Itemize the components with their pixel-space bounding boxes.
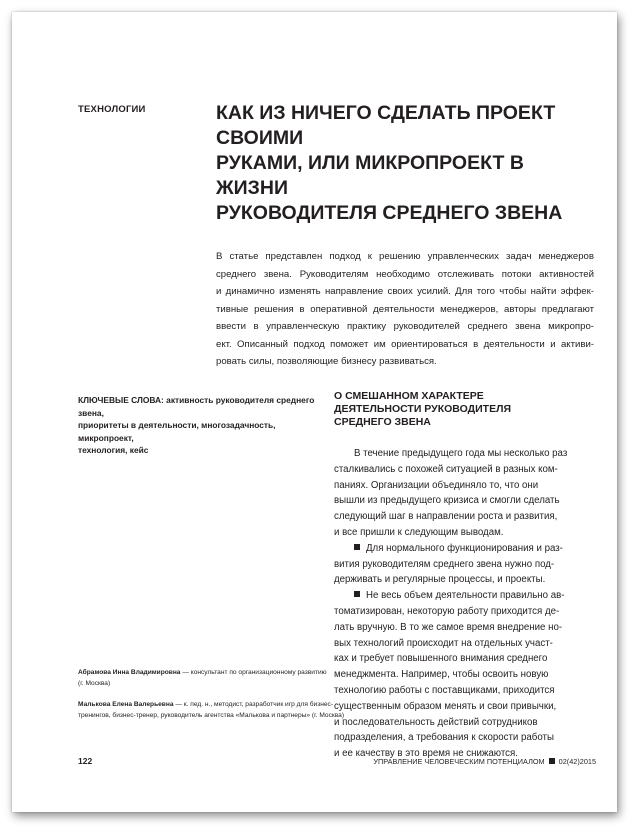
body-line: следующий шаг в направлении роста и развития, <box>334 511 558 523</box>
author-affiliation: — консультант по организационному развитию <box>180 669 327 676</box>
keywords-text: приоритеты в деятельности, многозадачность, микропроект, <box>78 420 276 443</box>
author-notes <box>78 668 345 732</box>
bullet-text: Для нормального функционирования и раз- <box>366 542 563 554</box>
abstract-line: тивные решения в оперативной деятельности менеджеров, авторы предлагают <box>216 303 594 315</box>
page-number: 122 <box>78 756 93 766</box>
abstract-line: и динамично изменять направление своих усилий. Для того чтобы найти эффек- <box>216 286 594 297</box>
keywords-label: КЛЮЧЕВЫЕ СЛОВА: <box>78 395 164 405</box>
abstract-line: ект. Описанный подход поможет им ориентироваться в деятельности и активи- <box>216 338 594 350</box>
body-line: сталкивались с похожей ситуацией в разных ком- <box>334 463 558 475</box>
abstract-line: среднего звена. Руководителям необходимо отслеживать потоки активностей <box>216 268 594 280</box>
article-abstract <box>216 248 594 371</box>
body-line: подразделения, а требования к скорости работы <box>334 732 554 744</box>
abstract-line: ровать силы, позволяющие бизнесу развиваться. <box>216 356 437 367</box>
title-line: КАК ИЗ НИЧЕГО СДЕЛАТЬ ПРОЕКТ СВОИМИ <box>216 102 556 149</box>
square-separator-icon <box>549 758 555 764</box>
journal-issue: 02(42)2015 <box>558 757 596 766</box>
bullet-line <box>334 541 596 557</box>
author-note <box>78 668 334 689</box>
heading-line: СРЕДНЕГО ЗВЕНА <box>334 416 431 428</box>
journal-page <box>12 12 617 812</box>
body-line: держивать и регулярные процессы, и проекты. <box>334 574 546 586</box>
heading-line: ДЕЯТЕЛЬНОСТИ РУКОВОДИТЕЛЯ <box>334 403 511 415</box>
square-bullet-icon <box>354 591 360 597</box>
body-line: существенным образом менять и свои привычки, <box>334 700 557 712</box>
body-line: технологию работы с поставщиками, приходится <box>334 684 555 696</box>
body-line: и последовательность действий сотрудников <box>334 716 538 728</box>
body-line: вития руководителям среднего звена нужно под- <box>334 558 555 570</box>
body-text <box>334 446 596 762</box>
journal-title: УПРАВЛЕНИЕ ЧЕЛОВЕЧЕСКИМ ПОТЕНЦИАЛОМ <box>373 757 545 766</box>
body-line: менеджмента. Например, чтобы освоить новую <box>334 669 549 681</box>
body-line: вышли из предыдущего кризиса и смогли сделать <box>334 495 560 507</box>
body-line: и все пришли к следующим выводам. <box>334 526 504 538</box>
section-heading <box>334 390 594 429</box>
journal-footer <box>373 757 596 766</box>
author-name: Малькова Елена Валерьевна <box>78 701 174 708</box>
keywords-text: технология, кейс <box>78 445 149 455</box>
body-line: паниях. Организации объединяло то, что они <box>334 479 539 491</box>
author-affiliation: (г. Москва) <box>78 679 111 687</box>
keywords-block <box>78 394 330 457</box>
abstract-line: ввести в управленческую практику руководителей среднего звена микропро- <box>216 321 594 332</box>
author-name: Абрамова Инна Владимировна <box>78 669 181 676</box>
keywords-text: активность руководителя среднего звена, <box>78 395 315 418</box>
body-line: В течение предыдущего года мы несколько раз <box>354 448 568 459</box>
title-line: РУКАМИ, ИЛИ МИКРОПРОЕКТ В ЖИЗНИ <box>216 152 524 199</box>
heading-line: О СМЕШАННОМ ХАРАКТЕРЕ <box>334 390 484 402</box>
bullet-line <box>334 588 596 604</box>
author-affiliation: тренингов, бизнес-тренер, руководитель агентства «Малькова и партнеры» (г. Москва) <box>78 711 345 719</box>
abstract-line: В статье представлен подход к решению управленческих задач менеджеров <box>216 251 594 262</box>
body-line: ках и требует повышенного внимания среднего <box>334 653 548 665</box>
body-line: томатизирован, некоторую работу приходится де- <box>334 605 560 617</box>
body-line: и ее качеству в это время не снижаются. <box>334 748 518 760</box>
body-line: лать вручную. В то же самое время внедрение но- <box>334 621 563 633</box>
bullet-text: Не весь объем деятельности правильно ав- <box>366 590 565 602</box>
article-title <box>216 101 596 226</box>
author-note <box>78 700 345 721</box>
title-line: РУКОВОДИТЕЛЯ СРЕДНЕГО ЗВЕНА <box>216 202 563 224</box>
square-bullet-icon <box>354 544 360 550</box>
author-affiliation: — к. пед. н., методист, разработчик игр для бизнес- <box>173 701 334 708</box>
body-line: вых технологий происходит на отдельных участ- <box>334 637 553 649</box>
section-label: ТЕХНОЛОГИИ <box>78 104 146 115</box>
